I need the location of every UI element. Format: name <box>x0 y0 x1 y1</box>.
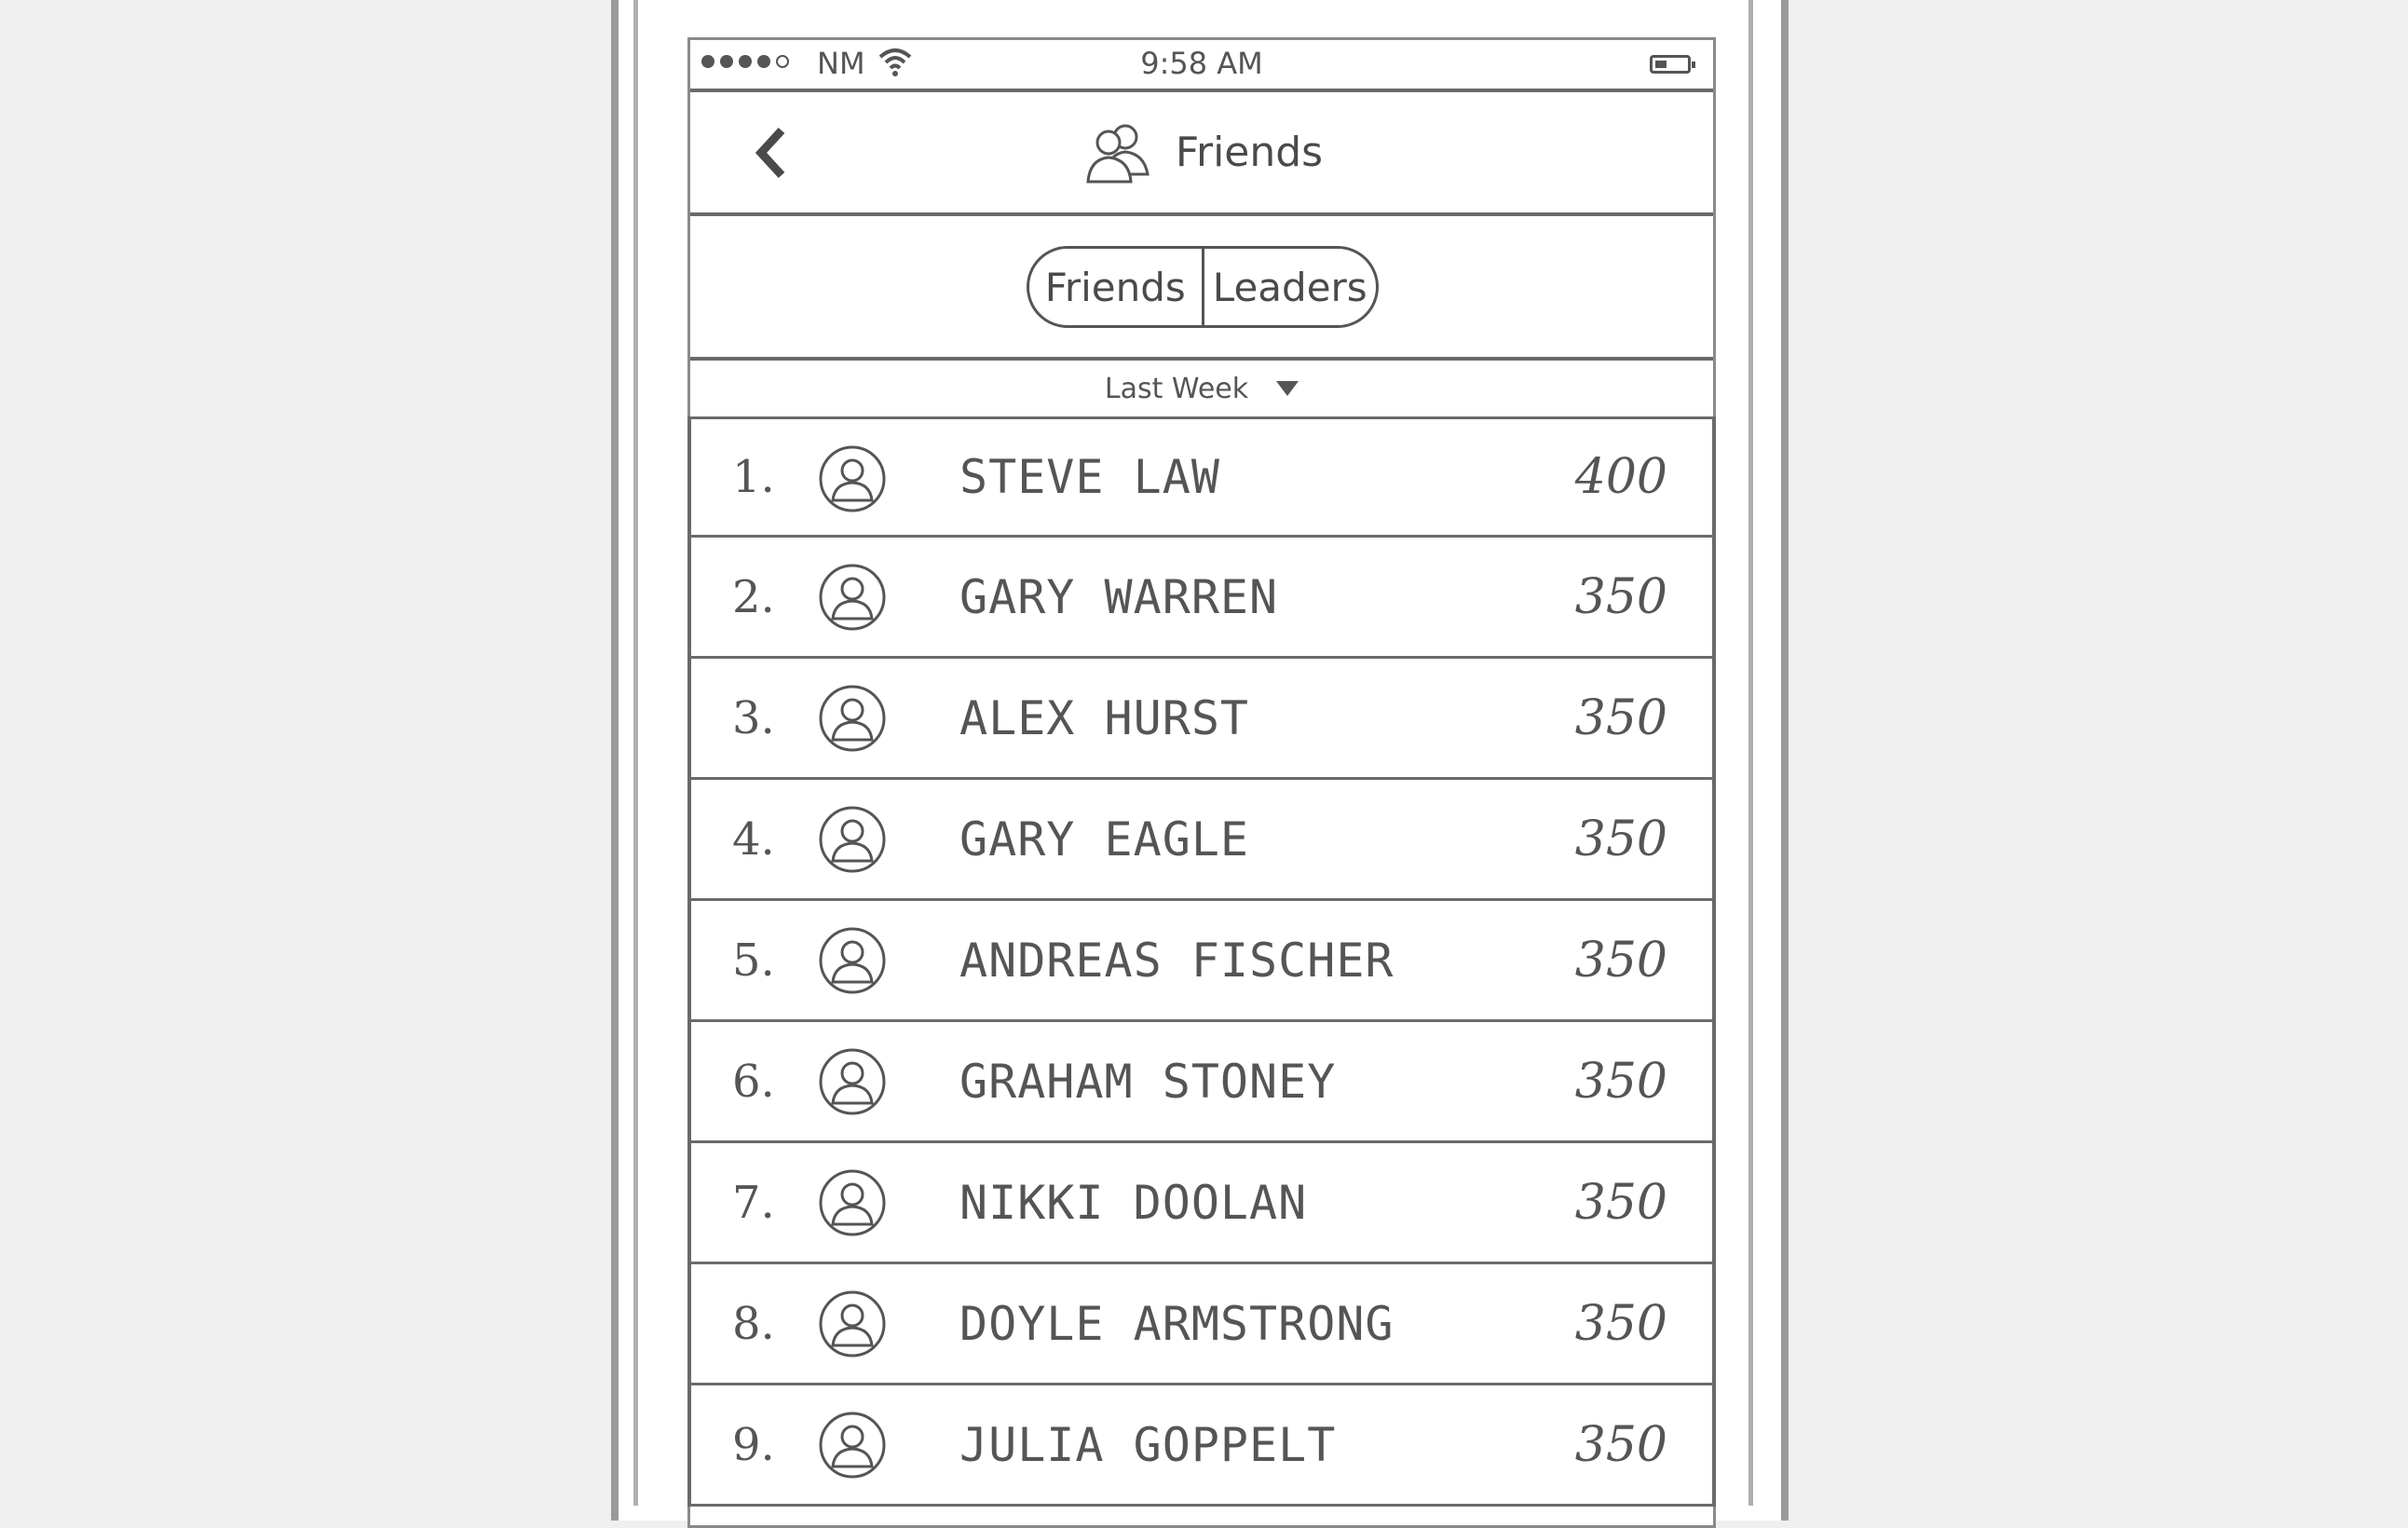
user-avatar-icon <box>818 1047 887 1116</box>
battery-icon <box>1650 55 1691 74</box>
leaderboard-row[interactable] <box>687 780 1716 901</box>
player-score: 350 <box>1574 1174 1667 1231</box>
user-avatar-icon <box>818 1168 887 1237</box>
caret-down-icon <box>1276 381 1299 396</box>
leaderboard-row[interactable] <box>687 901 1716 1022</box>
player-name: DOYLE ARMSTRONG <box>959 1296 1394 1351</box>
user-avatar-icon <box>818 926 887 995</box>
player-score: 350 <box>1574 1053 1667 1110</box>
player-name: GARY WARREN <box>959 569 1279 624</box>
status-time: 9:58 AM <box>1140 46 1263 81</box>
user-avatar-icon <box>818 444 887 513</box>
phone-screen <box>687 37 1716 1528</box>
rank-number: 7. <box>732 1176 775 1229</box>
player-name: ALEX HURST <box>959 690 1250 745</box>
time-filter-dropdown[interactable] <box>690 361 1713 416</box>
player-score: 350 <box>1574 932 1667 989</box>
leaderboard-row[interactable] <box>687 1385 1716 1507</box>
nav-title-group <box>690 92 1713 212</box>
player-score: 350 <box>1574 811 1667 867</box>
carrier-name: NM <box>817 46 865 81</box>
rank-number: 1. <box>732 451 775 503</box>
player-name: ANDREAS FISCHER <box>959 933 1394 988</box>
device-edge-left <box>633 0 638 1506</box>
user-avatar-icon <box>818 563 887 632</box>
player-name: JULIA GOPPELT <box>959 1417 1337 1472</box>
leaderboard-row[interactable] <box>687 1143 1716 1264</box>
time-filter-label: Last Week <box>1104 372 1249 405</box>
segment-area <box>690 216 1713 361</box>
leaderboard-row[interactable] <box>687 416 1716 538</box>
segmented-control <box>1027 246 1379 328</box>
status-bar <box>690 40 1713 92</box>
player-score: 350 <box>1574 689 1667 746</box>
segment-friends[interactable]: Friends <box>1044 264 1186 310</box>
leaderboard-row[interactable] <box>687 1022 1716 1143</box>
player-score: 400 <box>1574 449 1667 505</box>
user-avatar-icon <box>818 1411 887 1480</box>
leaderboard-row[interactable] <box>687 1264 1716 1385</box>
rank-number: 5. <box>732 934 775 987</box>
segment-leaders[interactable]: Leaders <box>1202 249 1377 325</box>
rank-number: 2. <box>732 570 775 623</box>
friends-group-icon <box>1081 120 1159 185</box>
rank-number: 8. <box>732 1297 775 1350</box>
page-title: Friends <box>1175 129 1324 176</box>
leaderboard-list <box>687 416 1716 1507</box>
rank-number: 4. <box>732 812 775 866</box>
leaderboard-row[interactable] <box>687 538 1716 659</box>
player-score: 350 <box>1574 1295 1667 1352</box>
navigation-bar <box>690 92 1713 216</box>
player-name: GARY EAGLE <box>959 812 1250 866</box>
device-edge-right <box>1748 0 1753 1506</box>
player-name: NIKKI DOOLAN <box>959 1175 1308 1230</box>
player-score: 350 <box>1574 1416 1667 1473</box>
user-avatar-icon <box>818 684 887 753</box>
user-avatar-icon <box>818 805 887 874</box>
player-name: GRAHAM STONEY <box>959 1054 1337 1109</box>
rank-number: 3. <box>732 691 775 744</box>
rank-number: 6. <box>732 1055 775 1108</box>
rank-number: 9. <box>732 1418 775 1471</box>
player-name: STEVE LAW <box>959 450 1220 504</box>
player-score: 350 <box>1574 568 1667 625</box>
user-avatar-icon <box>818 1289 887 1358</box>
leaderboard-row[interactable] <box>687 659 1716 780</box>
